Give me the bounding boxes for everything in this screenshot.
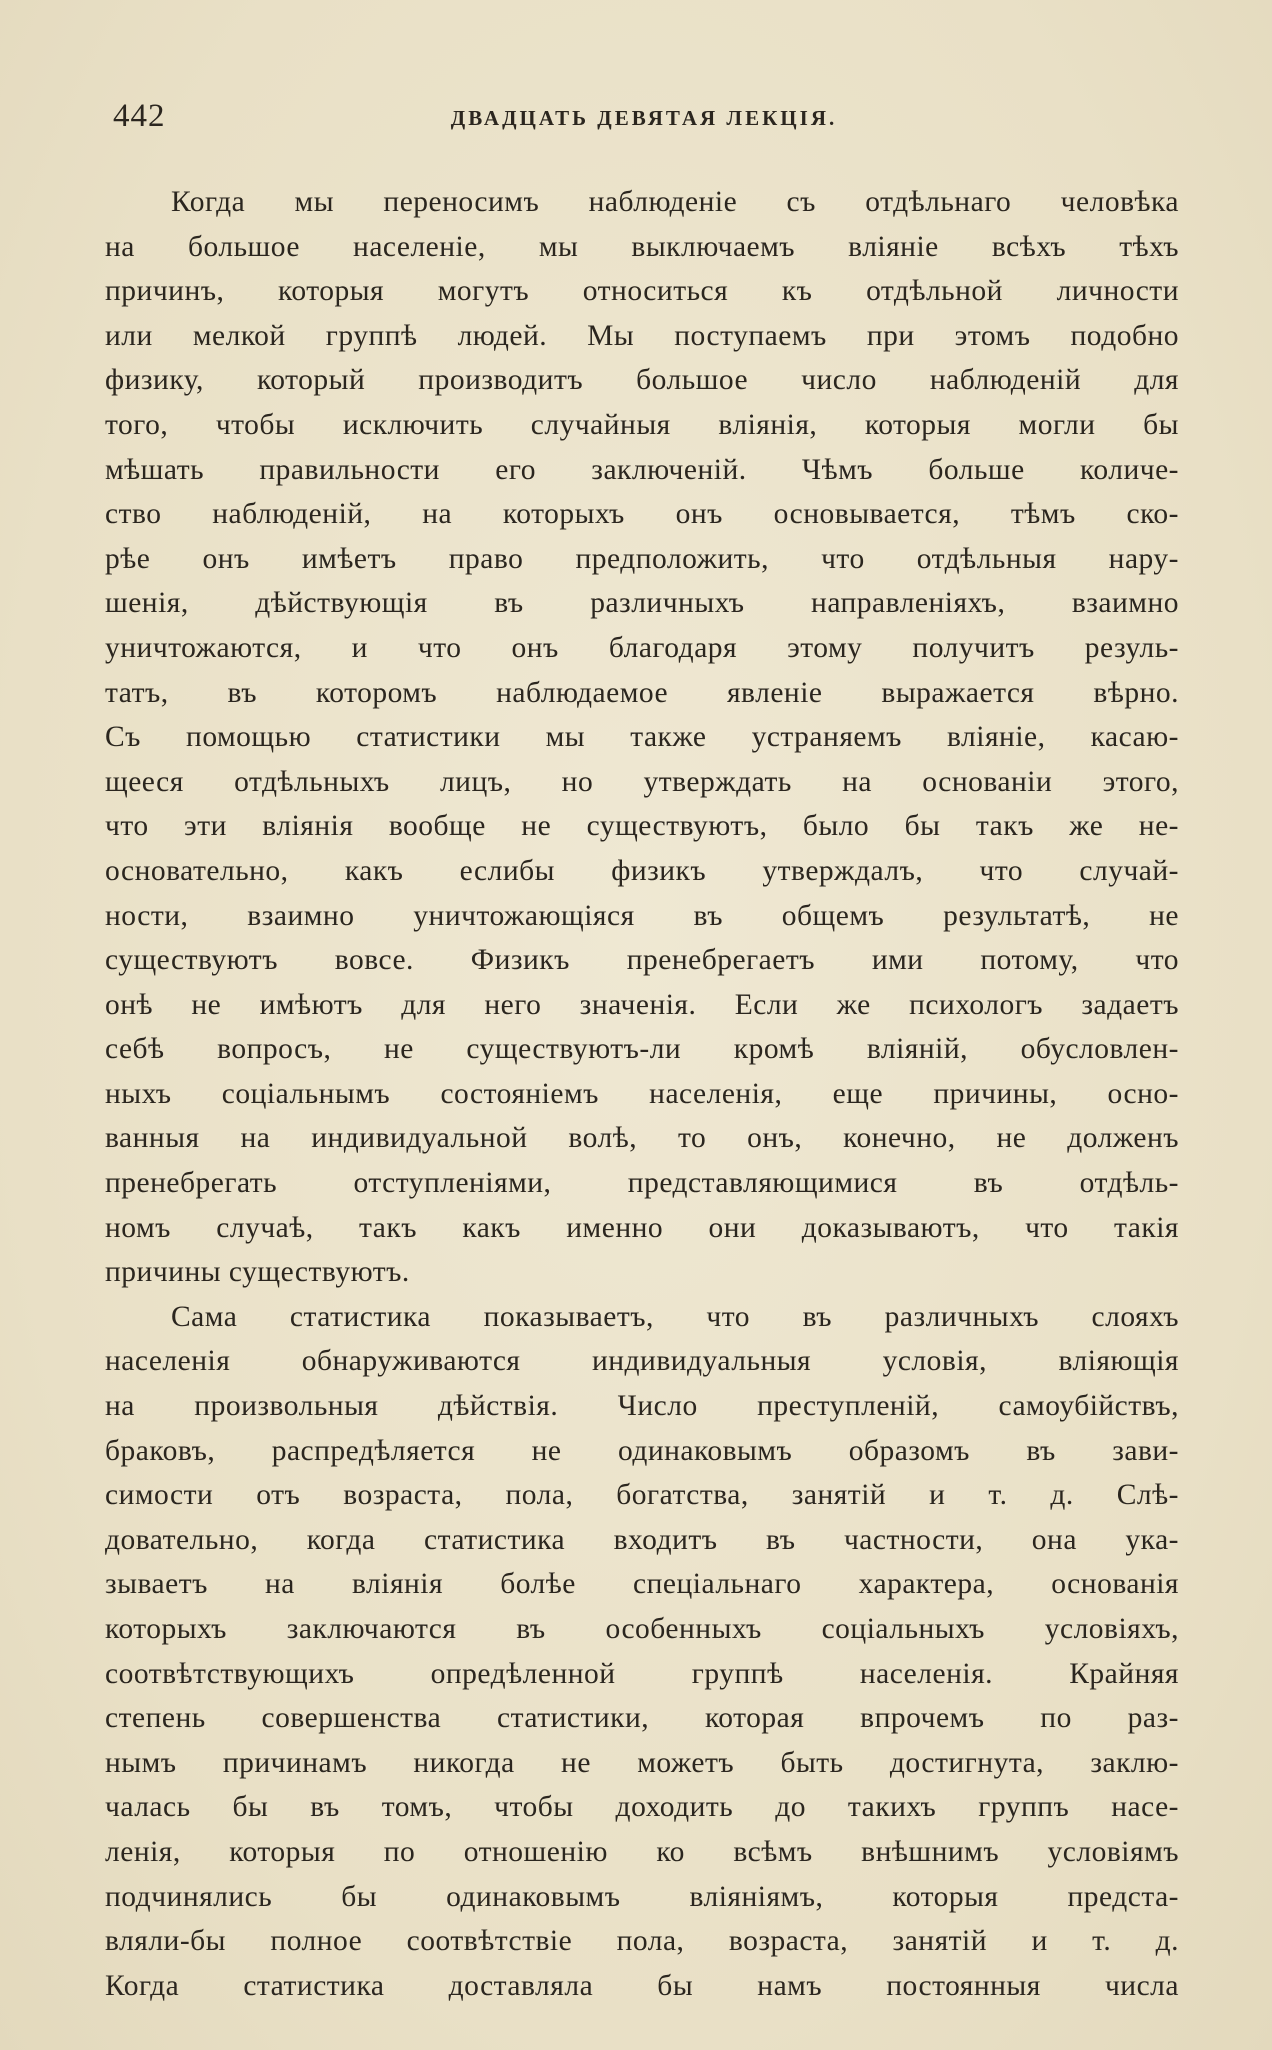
text-line: ныхъ соціальнымъ состояніемъ населенія, еще причины, осно-	[105, 1077, 1179, 1110]
text-line: Сама статистика показываетъ, что въ различныхъ слояхъ	[171, 1300, 1179, 1333]
text-line: татъ, въ которомъ наблюдаемое явленіе выражается вѣрно.	[105, 676, 1179, 709]
text-line: степень совершенства статистики, которая впрочемъ по раз-	[105, 1702, 1179, 1735]
text-line: Когда мы переносимъ наблюденіе съ отдѣльнаго человѣка	[171, 186, 1179, 218]
body-text	[105, 180, 1179, 2008]
text-line: на произвольныя дѣйствія. Число преступленій, самоубійствъ,	[105, 1390, 1179, 1423]
text-line: нымъ причинамъ никогда не можетъ быть достигнута, заклю-	[105, 1746, 1179, 1779]
text-line: ности, взаимно уничтожающіяся въ общемъ результатѣ, не	[105, 899, 1179, 932]
text-line: ванныя на индивидуальной волѣ, то онъ, конечно, не долженъ	[105, 1122, 1179, 1155]
running-title: ДВАДЦАТЬ ДЕВЯТАЯ ЛЕКЦІЯ.	[450, 106, 838, 130]
text-line: Съ помощью статистики мы также устраняемъ вліяніе, касаю-	[105, 721, 1179, 754]
text-line: причины существуютъ.	[105, 1256, 410, 1289]
text-line: шенія, дѣйствующія въ различныхъ направленіяхъ, взаимно	[105, 587, 1179, 620]
text-line: симости отъ возраста, пола, богатства, занятій и т. д. Слѣ-	[105, 1479, 1179, 1512]
text-line: которыхъ заключаются въ особенныхъ соціальныхъ условіяхъ,	[105, 1613, 1179, 1645]
text-line: номъ случаѣ, такъ какъ именно они доказываютъ, что такія	[105, 1211, 1179, 1244]
text-line: того, чтобы исключить случайныя вліянія, которыя могли бы	[105, 408, 1179, 441]
text-line: уничтожаются, и что онъ благодаря этому получитъ резуль-	[105, 631, 1179, 664]
text-line: онѣ не имѣютъ для него значенія. Если же психологъ задаетъ	[105, 988, 1179, 1021]
text-line: подчинялись бы одинаковымъ вліяніямъ, которыя предста-	[105, 1880, 1179, 1913]
text-line: рѣе онъ имѣетъ право предположить, что отдѣльныя нару-	[105, 542, 1179, 575]
text-line: довательно, когда статистика входитъ въ частности, она ука-	[105, 1523, 1179, 1556]
text-line: основательно, какъ еслибы физикъ утверждалъ, что случай-	[105, 854, 1179, 887]
text-line: физику, который производитъ большое число наблюденій для	[105, 364, 1179, 397]
text-line: или мелкой группѣ людей. Мы поступаемъ при этомъ подобно	[105, 319, 1179, 352]
text-line: ство наблюденій, на которыхъ онъ основывается, тѣмъ ско-	[105, 498, 1179, 531]
text-line: населенія обнаруживаются индивидуальныя условія, вліяющія	[105, 1345, 1179, 1378]
text-line: на большое населеніе, мы выключаемъ вліяніе всѣхъ тѣхъ	[105, 230, 1179, 263]
text-line: Когда статистика доставляла бы намъ постоянныя числа	[105, 1969, 1179, 2002]
text-line: зываетъ на вліянія болѣе спеціальнаго характера, основанія	[105, 1568, 1179, 1601]
text-line: существуютъ вовсе. Физикъ пренебрегаетъ ими потому, что	[105, 944, 1179, 977]
text-line: причинъ, которыя могутъ относиться къ отдѣльной личности	[105, 275, 1179, 308]
text-line: что эти вліянія вообще не существуютъ, было бы такъ же не-	[105, 810, 1179, 843]
text-line: мѣшать правильности его заключеній. Чѣмъ больше количе-	[105, 453, 1179, 486]
text-line: ленія, которыя по отношенію ко всѣмъ внѣшнимъ условіямъ	[105, 1835, 1179, 1868]
text-line: соотвѣтствующихъ опредѣленной группѣ населенія. Крайняя	[105, 1657, 1179, 1690]
text-line: себѣ вопросъ, не существуютъ-ли кромѣ вліяній, обусловлен-	[105, 1033, 1179, 1066]
text-line: чалась бы въ томъ, чтобы доходить до такихъ группъ насе-	[105, 1791, 1179, 1824]
page-header	[113, 98, 1175, 142]
page-number: 442	[113, 98, 166, 134]
text-line: вляли-бы полное соотвѣтствіе пола, возраста, занятій и т. д.	[105, 1925, 1179, 1958]
text-line: пренебрегать отступленіями, представляющимися въ отдѣль-	[105, 1167, 1179, 1200]
text-line: браковъ, распредѣляется не одинаковымъ образомъ въ зави-	[105, 1434, 1179, 1467]
text-line: щееся отдѣльныхъ лицъ, но утверждать на основаніи этого,	[105, 765, 1179, 798]
